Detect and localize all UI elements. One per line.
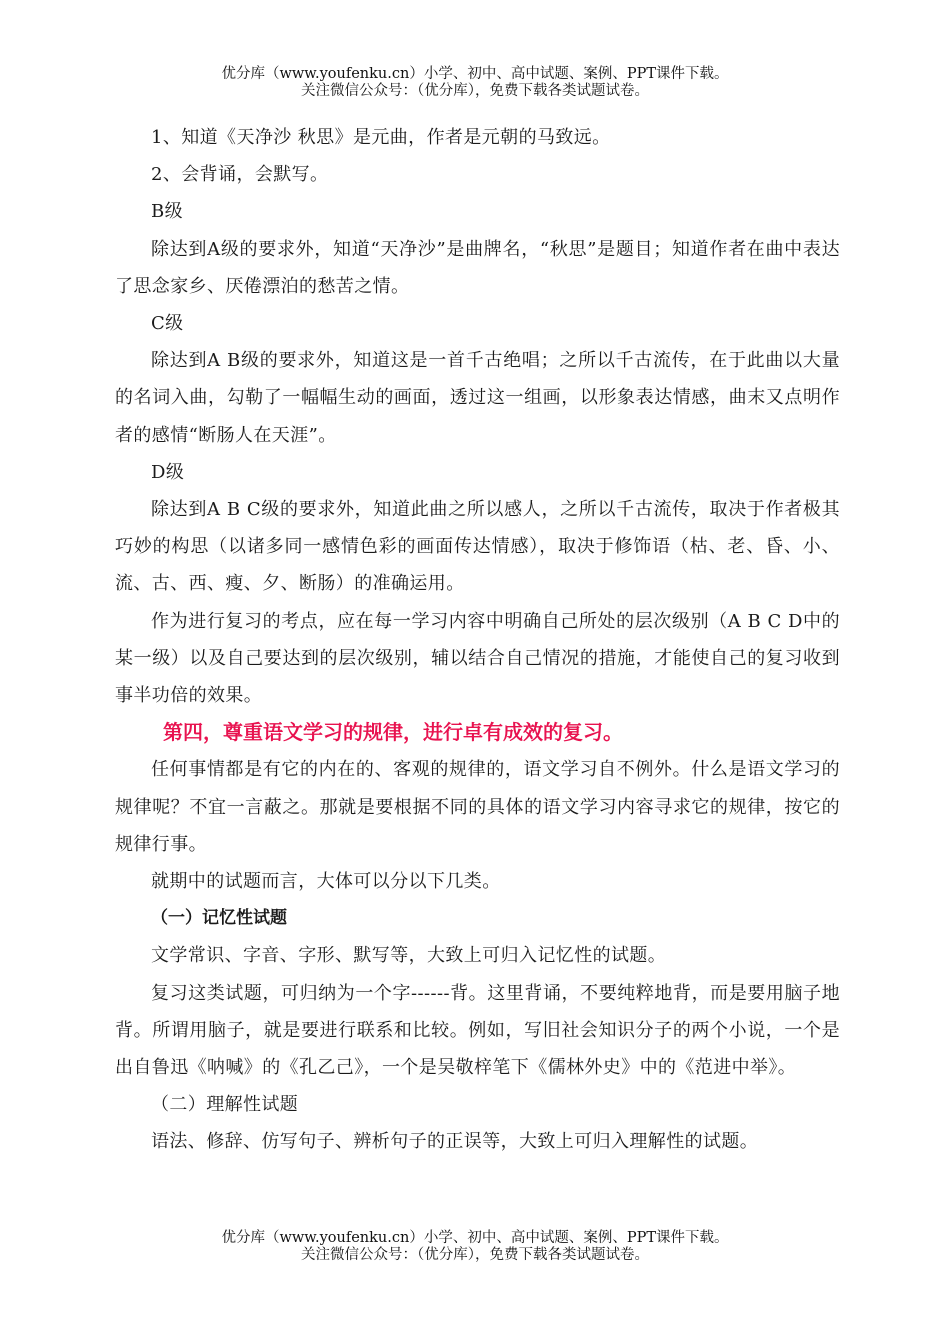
paragraph: 就期中的试题而言，大体可以分以下几类。	[151, 871, 501, 893]
level-label: D级	[151, 461, 185, 483]
level-label: C级	[151, 313, 184, 335]
paragraph: 复习这类试题，可归纳为一个字------背。这里背诵，不要纯粹地背，而是要用脑子地背。所谓用脑子，就是要进行联系和比较。例如，写旧社会知识分子的两个小说，一个是出自鲁迅《呐喊》的《孔乙己》，一个是吴敬梓笔下《儒林外史》中的《范进中举》。	[115, 982, 840, 1079]
section-heading: 第四，尊重语文学习的规律，进行卓有成效的复习。	[163, 720, 623, 745]
page-footer	[0, 1230, 950, 1264]
footer-line-2: 关注微信公众号：（优分库），免费下载各类试题试卷。	[301, 1247, 649, 1263]
subsection-heading: （一）记忆性试题	[151, 908, 287, 929]
document-body	[115, 119, 840, 1161]
footer-line-1: 优分库（www.youfenku.cn）小学、初中、高中试题、案例、PPT课件下载。	[221, 1230, 729, 1246]
header-line-1: 优分库（www.youfenku.cn）小学、初中、高中试题、案例、PPT课件下载。	[221, 66, 729, 82]
paragraph: 语法、修辞、仿写句子、辨析句子的正误等，大致上可归入理解性的试题。	[151, 1131, 759, 1153]
paragraph: 1、知道《天净沙 秋思》是元曲，作者是元朝的马致远。	[151, 127, 611, 148]
paragraph: 2、会背诵，会默写。	[151, 164, 329, 186]
paragraph: 任何事情都是有它的内在的、客观的规律的，语文学习自不例外。什么是语文学习的规律呢？不宜一言蔽之。那就是要根据不同的具体的语文学习内容寻求它的规律，按它的规律行事。	[115, 759, 840, 855]
paragraph: 作为进行复习的考点，应在每一学习内容中明确自己所处的层次级别（A B C D中的某一级）以及自己要达到的层次级别，辅以结合自己情况的措施，才能使自己的复习收到事半功倍的效果。	[115, 610, 840, 707]
paragraph: 除达到A B C级的要求外，知道此曲之所以感人，之所以千古流传，取决于作者极其巧妙的构思（以诸多同一感情色彩的画面传达情感），取决于修饰语（枯、老、昏、小、流、古、西、瘦、夕、断肠）的准确运用。	[115, 499, 840, 595]
header-line-2: 关注微信公众号：（优分库），免费下载各类试题试卷。	[301, 83, 649, 99]
level-label: B级	[151, 201, 184, 223]
paragraph: 除达到A B级的要求外，知道这是一首千古绝唱；之所以千古流传，在于此曲以大量的名词入曲，勾勒了一幅幅生动的画面，透过这一组画，以形象表达情感，曲末又点明作者的感情“断肠人在天涯”。	[115, 350, 840, 446]
subsection-heading: （二）理解性试题	[151, 1094, 299, 1116]
paragraph: 文学常识、字音、字形、默写等，大致上可归入记忆性的试题。	[151, 945, 667, 967]
page-header	[0, 66, 950, 100]
paragraph: 除达到A级的要求外，知道“天净沙”是曲牌名，“秋思”是题目；知道作者在曲中表达了思念家乡、厌倦漂泊的愁苦之情。	[115, 238, 840, 297]
